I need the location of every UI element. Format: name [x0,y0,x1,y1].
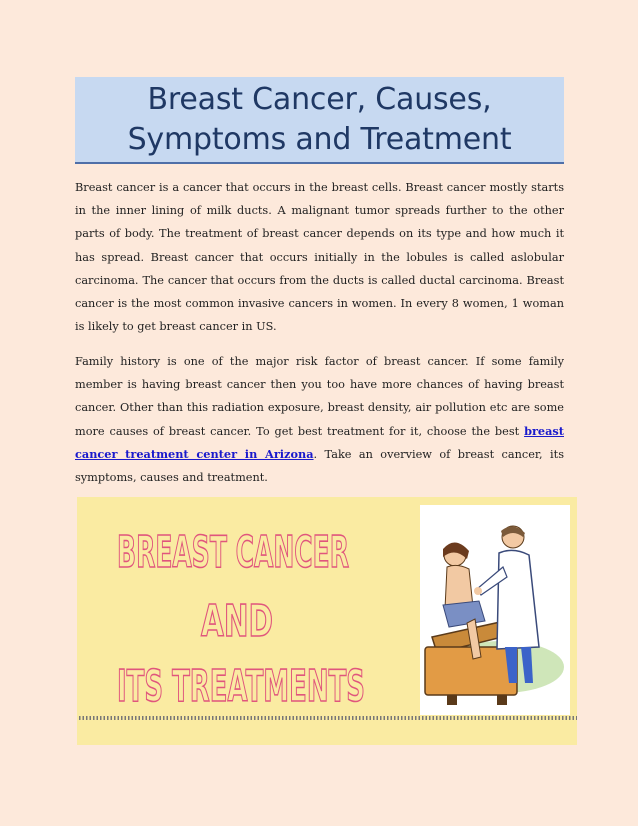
treatment-center-link[interactable]: breast cancer treatment center in Arizona [75,423,564,461]
doctor-patient-illustration [420,505,570,715]
paragraph-text-before-link: Family history is one of the major risk factor of breast cancer. If some family member is having breast cancer then you too have more chances of having breast cancer. Other than this radiation exposure, breast density, air pollution etc are some more causes of breast cancer. To get best treatment for it, choose the best [75,355,564,438]
title-box [75,77,564,164]
risk-factors-paragraph [75,350,564,489]
intro-paragraph: Breast cancer is a cancer that occurs in the breast cells. Breast cancer mostly starts in the inner lining of milk ducts. A malignant tumor spreads further to the other parts of body. The treatment of breast cancer depends on its type and how much it has spread. Breast cancer that occurs initially in the lobules is called aslobular carcinoma. The cancer that occurs from the ducts is called ductal carcinoma. Breast cancer is the most common invasive cancers in women. In every 8 women, 1 woman is likely to get breast cancer in US. [75,181,564,334]
banner-text-line-1: BREAST CANCER [117,527,349,578]
title-line-1: Breast Cancer, Causes, [147,81,492,117]
banner-text-line-3: ITS TREATMENTS [117,661,365,712]
title-line-2: Symptoms and Treatment [127,121,512,157]
paragraph-text-after-link: . Take an overview of breast cancer, its symptoms, causes and treatment. [75,447,564,485]
banner-image [77,497,577,745]
banner-text-line-2: AND [201,596,273,647]
banner-graphic [77,497,577,745]
